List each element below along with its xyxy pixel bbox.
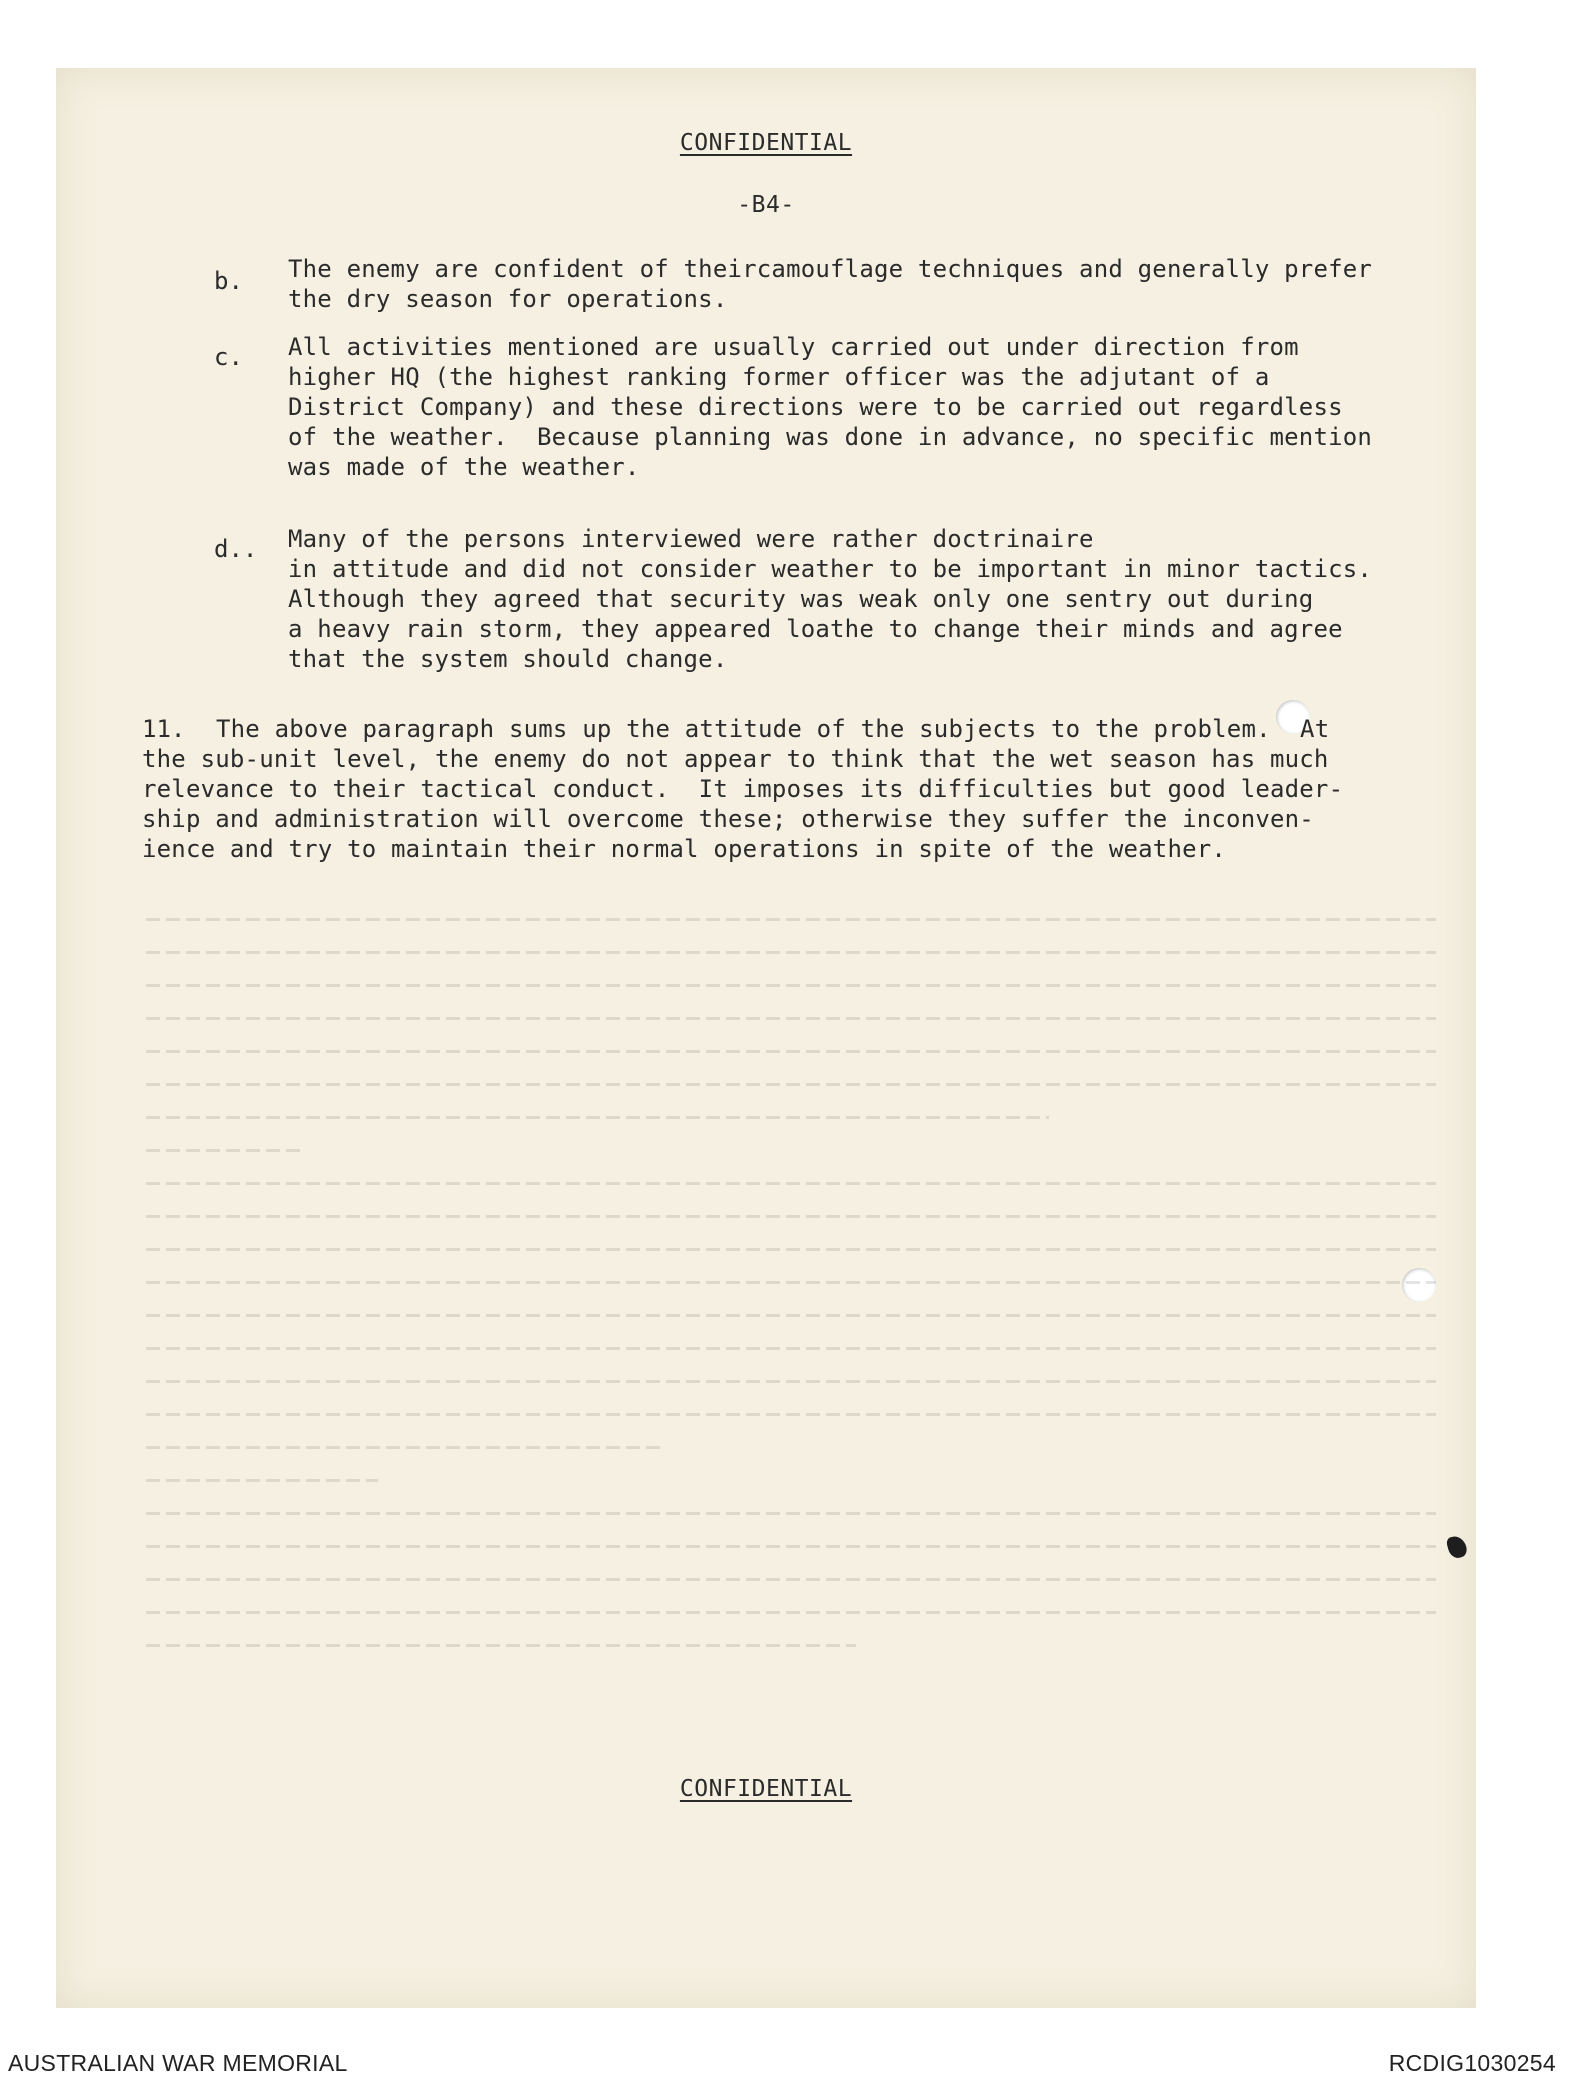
paragraph-c-line-3: District Company) and these directions were to be carried out regardless: [288, 393, 1343, 421]
paragraph-b-marker: b.: [214, 267, 243, 295]
footer-classification: CONFIDENTIAL: [679, 1776, 853, 1802]
paragraph-c-line-5: was made of the weather.: [288, 453, 640, 481]
paragraph-b-line-1: The enemy are confident of theircamouflage techniques and generally prefer: [288, 255, 1373, 283]
bleed-through-text: [146, 918, 1436, 1758]
paragraph-11-line-2: the sub-unit level, the enemy do not appear to think that the wet season has much: [142, 745, 1329, 773]
paragraph-11-line-3: relevance to their tactical conduct. It imposes its difficulties but good leader-: [142, 775, 1344, 803]
ink-smudge: [1445, 1534, 1468, 1560]
paragraph-c-marker: c.: [214, 343, 243, 371]
paragraph-b-line-2: the dry season for operations.: [288, 285, 728, 313]
paragraph-11-line-5: ience and try to maintain their normal operations in spite of the weather.: [142, 835, 1227, 863]
paragraph-d-line-1: Many of the persons interviewed were rather doctrinaire: [288, 525, 1094, 553]
paragraph-d-line-2: in attitude and did not consider weather to be important in minor tactics.: [288, 555, 1373, 583]
page-number: -B4-: [737, 192, 795, 218]
header-classification: CONFIDENTIAL: [679, 130, 853, 156]
paragraph-11-line-1: The above paragraph sums up the attitude of the subjects to the problem. At: [216, 715, 1330, 743]
paragraph-d-line-3: Although they agreed that security was weak only one sentry out during: [288, 585, 1314, 613]
paragraph-11-marker: 11.: [142, 715, 186, 743]
document-page: [56, 68, 1476, 2008]
paragraph-d-line-4: a heavy rain storm, they appeared loathe to change their minds and agree: [288, 615, 1343, 643]
paragraph-c-line-2: higher HQ (the highest ranking former officer was the adjutant of a: [288, 363, 1270, 391]
paragraph-d-line-5: that the system should change.: [288, 645, 728, 673]
paragraph-c-line-4: of the weather. Because planning was done in advance, no specific mention: [288, 423, 1373, 451]
paragraph-d-marker: d..: [214, 535, 258, 563]
archive-reference: RCDIG1030254: [1388, 2050, 1556, 2076]
paragraph-11-line-4: ship and administration will overcome these; otherwise they suffer the inconven-: [142, 805, 1314, 833]
paragraph-c-line-1: All activities mentioned are usually carried out under direction from: [288, 333, 1299, 361]
archive-institution: AUSTRALIAN WAR MEMORIAL: [8, 2050, 348, 2076]
